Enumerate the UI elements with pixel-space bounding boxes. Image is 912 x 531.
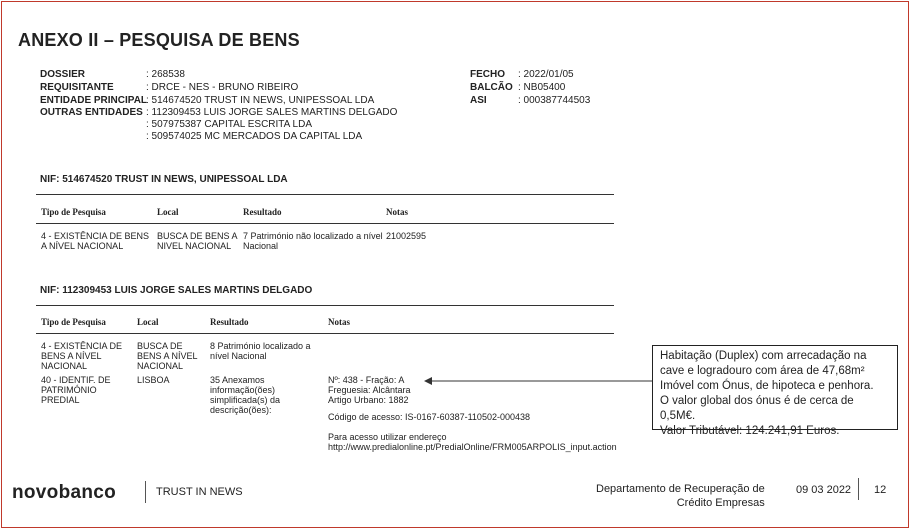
section2-row1-resultado: 8 Património localizado a nível Nacional [210,341,311,361]
section2-row2-notas: Nº: 438 - Fração: A Freguesia: Alcântara Artigo Urbano: 1882 [328,375,411,405]
section2-header-local: Local [137,317,159,327]
requisitante-value: : DRCE - NES - BRUNO RIBEIRO [146,82,299,93]
arrow-icon [420,370,660,390]
section1-header-local: Local [157,207,179,217]
section2-row2-tipo: 40 - IDENTIF. DE PATRIMÓNIO PREDIAL [41,375,111,405]
fecho-value: : 2022/01/05 [518,69,574,80]
outras-value-2: : 507975387 CAPITAL ESCRITA LDA [146,119,313,130]
section2-header-tipo: Tipo de Pesquisa [41,317,106,327]
outras-value-1: : 112309453 LUIS JORGE SALES MARTINS DELGADO [146,107,398,118]
dossier-value: : 268538 [146,69,185,80]
section2-nif: NIF: 112309453 LUIS JORGE SALES MARTINS DELGADO [40,285,313,296]
page-number: 12 [874,484,887,496]
annotation-box: Habitação (Duplex) com arrecadação na cave e logradouro com área de 47,68m² Imóvel com Ónus, de hipoteca e penhora. O valor global dos ónus é de cerca de 0,5M€. Valor Tributável: 124.241,91 Euros. [652,345,898,430]
fecho-label: FECHO [470,69,505,80]
page-title: ANEXO II – PESQUISA DE BENS [18,30,300,50]
section1-resultado: 7 Património não localizado a nível Nacional [243,231,383,251]
section2-header-rule [36,333,614,334]
section1-tipo: 4 - EXISTÊNCIA DE BENS A NÍVEL NACIONAL [41,231,150,251]
section1-notas: 21002595 [386,231,427,241]
section2-top-rule [36,305,614,306]
outras-label: OUTRAS ENTIDADES [40,107,143,118]
section1-header-rule [36,223,614,224]
section1-header-notas: Notas [386,207,408,217]
section1-local: BUSCA DE BENS A NIVEL NACIONAL [157,231,238,251]
footer-divider [145,481,146,503]
predial-online-link[interactable]: http://www.predialonline.pt/PredialOnline/FRM005ARPOLIS_input.action [328,442,617,452]
asi-value: : 000387744503 [518,95,591,106]
outras-value-3: : 509574025 MC MERCADOS DA CAPITAL LDA [146,131,363,142]
footer-date: 09 03 2022 [796,484,852,496]
footer-divider-2 [858,478,859,500]
entidade-label: ENTIDADE PRINCIPAL [40,95,148,106]
section1-header-resultado: Resultado [243,207,282,217]
dossier-label: DOSSIER [40,69,86,80]
section2-row1-tipo: 4 - EXISTÊNCIA DE BENS A NÍVEL NACIONAL [41,341,123,371]
section2-header-resultado: Resultado [210,317,249,327]
entidade-value: : 514674520 TRUST IN NEWS, UNIPESSOAL LDA [146,95,375,106]
balcao-label: BALCÃO [470,82,513,93]
footer-tagline: TRUST IN NEWS [156,486,243,498]
footer-department: Departamento de Recuperação de Crédito Empresas [596,483,765,509]
section1-top-rule [36,194,614,195]
section1-nif: NIF: 514674520 TRUST IN NEWS, UNIPESSOAL LDA [40,174,288,185]
section2-header-notas: Notas [328,317,350,327]
requisitante-label: REQUISITANTE [40,82,114,93]
section1-header-tipo: Tipo de Pesquisa [41,207,106,217]
section2-row2-local: LISBOA [137,375,170,385]
novobanco-logo: novobanco [12,482,117,503]
section2-acesso: Para acesso utilizar endereço http://www.predialonline.pt/PredialOnline/FRM005ARPOLIS_input.action [328,432,617,452]
balcao-value: : NB05400 [518,82,566,93]
section2-codigo: Código de acesso: IS-0167-60387-110502-000438 [328,412,530,422]
section2-row1-local: BUSCA DE BENS A NÍVEL NACIONAL [137,341,198,371]
section2-row2-resultado: 35 Anexamos informação(ões) simplificada(s) da descrição(ões): [210,375,281,415]
asi-label: ASI [470,95,487,106]
